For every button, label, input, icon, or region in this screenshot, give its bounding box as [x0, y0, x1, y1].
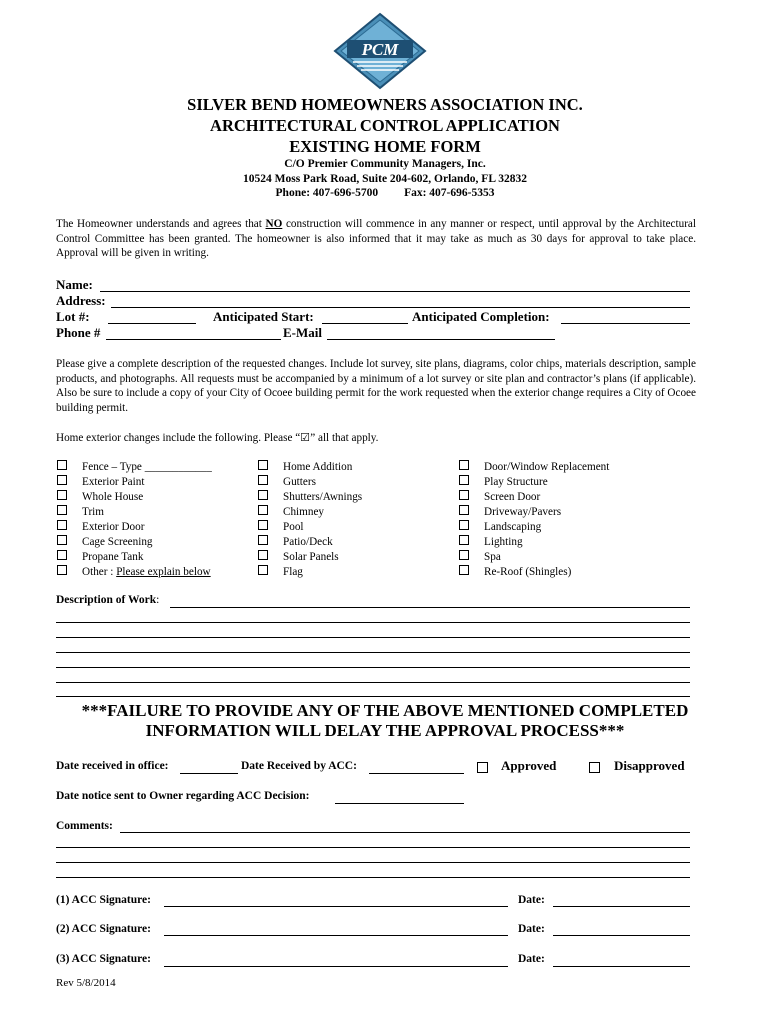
- checkbox[interactable]: [258, 505, 268, 515]
- checkbox[interactable]: [57, 565, 67, 575]
- checkbox[interactable]: [459, 460, 469, 470]
- description-label: Description of Work:: [56, 594, 160, 606]
- checklist-label: Driveway/Pavers: [484, 506, 562, 518]
- pcm-logo: [333, 12, 427, 90]
- comments-line[interactable]: [56, 847, 690, 848]
- description-line[interactable]: [56, 622, 690, 623]
- email-field[interactable]: [327, 339, 555, 340]
- phone-number: Phone: 407-696-5700: [275, 187, 379, 199]
- description-line[interactable]: [56, 696, 690, 697]
- checklist-item[interactable]: [459, 550, 501, 563]
- checklist-label: Spa: [484, 551, 501, 563]
- other-prefix: Other :: [82, 566, 117, 578]
- sig1-field[interactable]: [164, 906, 508, 907]
- sig2-field[interactable]: [164, 935, 508, 936]
- date-acc-label: Date Received by ACC:: [241, 760, 357, 772]
- checklist-label: Home Addition: [283, 461, 353, 473]
- checkbox[interactable]: [57, 535, 67, 545]
- checkbox[interactable]: [57, 505, 67, 515]
- sig3-label: (3) ACC Signature:: [56, 953, 151, 965]
- name-label: Name:: [56, 277, 93, 292]
- checkbox[interactable]: [459, 505, 469, 515]
- description-line[interactable]: [56, 682, 690, 683]
- checkbox[interactable]: [459, 490, 469, 500]
- checkbox[interactable]: [459, 565, 469, 575]
- checklist-label: Re-Roof (Shingles): [484, 566, 572, 578]
- checkbox[interactable]: [258, 490, 268, 500]
- checkbox[interactable]: [258, 535, 268, 545]
- intro-emphasis: NO: [265, 218, 283, 230]
- approved-checkbox[interactable]: [477, 760, 488, 778]
- checklist-item[interactable]: [258, 490, 362, 503]
- checklist-label: Exterior Paint: [82, 476, 145, 488]
- checklist-item[interactable]: [258, 475, 316, 488]
- checklist-item[interactable]: [57, 460, 212, 473]
- comments-line[interactable]: [56, 862, 690, 863]
- comments-line[interactable]: [56, 877, 690, 878]
- intro-paragraph: The Homeowner understands and agrees that NO construction will commence in any manner or respect, until approval by the Architectural Control Committee has been granted. The homeowner is also informed that it may take as much as 30 days for approval to take place. Approval will be given in writing.: [56, 218, 696, 259]
- address-label: Address:: [56, 293, 106, 308]
- title-association: SILVER BEND HOMEOWNERS ASSOCIATION INC.: [187, 95, 583, 114]
- sig2-label: (2) ACC Signature:: [56, 923, 151, 935]
- checkbox[interactable]: [57, 550, 67, 560]
- checklist-item[interactable]: [57, 550, 143, 563]
- checklist-item[interactable]: [459, 460, 609, 473]
- disapproved-checkbox[interactable]: [589, 760, 600, 778]
- logo-text: PCM: [361, 40, 399, 59]
- fax-number: Fax: 407-696-5353: [404, 187, 495, 199]
- description-line[interactable]: [170, 607, 690, 608]
- checkbox[interactable]: [459, 520, 469, 530]
- checkbox[interactable]: [258, 550, 268, 560]
- checklist-label: Chimney: [283, 506, 325, 518]
- disapproved-label: Disapproved: [614, 758, 685, 773]
- date-received-field[interactable]: [180, 773, 238, 774]
- sig1-date-label: Date:: [518, 894, 545, 906]
- lot-label: Lot #:: [56, 309, 90, 324]
- checklist-item[interactable]: [57, 490, 143, 503]
- checklist-item[interactable]: [258, 550, 339, 563]
- checkbox[interactable]: [459, 535, 469, 545]
- comments-label: Comments:: [56, 820, 113, 832]
- checkbox[interactable]: [459, 550, 469, 560]
- sig2-date-label: Date:: [518, 923, 545, 935]
- checklist-label: Landscaping: [484, 521, 542, 533]
- checklist-item[interactable]: [459, 520, 541, 533]
- checklist-label: Door/Window Replacement: [484, 461, 610, 473]
- checkbox[interactable]: [258, 475, 268, 485]
- checklist-label: Fence – Type ____________: [82, 461, 212, 473]
- checklist-item[interactable]: [459, 490, 540, 503]
- checklist-item[interactable]: [57, 475, 144, 488]
- comments-line[interactable]: [120, 832, 690, 833]
- start-label: Anticipated Start:: [213, 309, 314, 324]
- instructions-paragraph: Please give a complete description of the requested changes. Include lot survey, site plans, diagrams, color chips, materials description, sample products, and photographs. All requests must be accompanied by a minimum of a lot survey or site plan and contractor’s plans (if applicable). Also be sure to include a copy of your City of Ocoee building permit for the work requested when the exterior change requires a City of Ocoee building permit.: [56, 358, 696, 414]
- checklist-label: Shutters/Awnings: [283, 491, 363, 503]
- checklist-label: Pool: [283, 521, 304, 533]
- other-explain-label: Please explain below: [116, 566, 211, 578]
- checkbox[interactable]: [57, 460, 67, 470]
- checklist-item[interactable]: [459, 535, 523, 548]
- name-field[interactable]: [100, 291, 690, 292]
- phone-field[interactable]: [106, 339, 281, 340]
- address-field[interactable]: [111, 307, 690, 308]
- checklist-item[interactable]: [258, 565, 303, 578]
- checklist-item[interactable]: [459, 475, 548, 488]
- checkbox[interactable]: [57, 490, 67, 500]
- approved-label: Approved: [501, 758, 557, 773]
- checklist-item-other[interactable]: [57, 565, 211, 578]
- checklist-label: Exterior Door: [82, 521, 145, 533]
- email-label: E-Mail: [283, 325, 322, 340]
- checklist-item[interactable]: [258, 520, 304, 533]
- sig1-label: (1) ACC Signature:: [56, 894, 151, 906]
- checklist-label: Solar Panels: [283, 551, 339, 563]
- description-line[interactable]: [56, 667, 690, 668]
- sig1-date-field[interactable]: [553, 906, 690, 907]
- warning-line-1: ***FAILURE TO PROVIDE ANY OF THE ABOVE MENTIONED COMPLETED: [81, 701, 689, 720]
- checklist-item[interactable]: [258, 505, 324, 518]
- checklist-label: Screen Door: [484, 491, 541, 503]
- checklist-label: Trim: [82, 506, 104, 518]
- checkbox[interactable]: [459, 475, 469, 485]
- completion-label: Anticipated Completion:: [412, 309, 550, 324]
- checklist-item[interactable]: [57, 520, 144, 533]
- checklist-item[interactable]: [459, 505, 561, 518]
- checkbox[interactable]: [57, 520, 67, 530]
- changes-prompt: Home exterior changes include the following. Please “☑” all that apply.: [56, 432, 379, 444]
- checklist-label: Cage Screening: [82, 536, 153, 548]
- checkbox[interactable]: [258, 520, 268, 530]
- checklist-item[interactable]: [258, 460, 352, 473]
- checklist-label: Gutters: [283, 476, 316, 488]
- warning-line-2: INFORMATION WILL DELAY THE APPROVAL PROCESS***: [145, 721, 625, 740]
- start-field[interactable]: [322, 323, 408, 324]
- sig3-date-field[interactable]: [553, 966, 690, 967]
- lot-field[interactable]: [108, 323, 196, 324]
- checklist-item[interactable]: [459, 565, 571, 578]
- date-received-label: Date received in office:: [56, 760, 169, 772]
- checkbox[interactable]: [258, 460, 268, 470]
- sig2-date-field[interactable]: [553, 935, 690, 936]
- checklist-label: Whole House: [82, 491, 144, 503]
- sig3-field[interactable]: [164, 966, 508, 967]
- phone-label: Phone #: [56, 325, 101, 340]
- checkbox[interactable]: [57, 475, 67, 485]
- description-line[interactable]: [56, 637, 690, 638]
- checklist-label: Propane Tank: [82, 551, 144, 563]
- checklist-item[interactable]: [57, 505, 104, 518]
- title-application: ARCHITECTURAL CONTROL APPLICATION: [210, 116, 560, 135]
- title-form: EXISTING HOME FORM: [289, 137, 481, 156]
- checklist-label: Flag: [283, 566, 303, 578]
- notice-label: Date notice sent to Owner regarding ACC Decision:: [56, 790, 310, 802]
- completion-field[interactable]: [561, 323, 690, 324]
- checklist-label: Patio/Deck: [283, 536, 333, 548]
- date-acc-field[interactable]: [369, 773, 464, 774]
- checklist-item[interactable]: [57, 535, 153, 548]
- checklist-label: Lighting: [484, 536, 523, 548]
- checkbox[interactable]: [258, 565, 268, 575]
- contact-line: [0, 186, 770, 200]
- description-line[interactable]: [56, 652, 690, 653]
- checklist-label: Play Structure: [484, 476, 548, 488]
- mailing-address: 10524 Moss Park Road, Suite 204-602, Orlando, FL 32832: [242, 173, 527, 185]
- revision-date: Rev 5/8/2014: [56, 977, 116, 989]
- care-of: C/O Premier Community Managers, Inc.: [284, 158, 486, 170]
- checklist-item[interactable]: [258, 535, 333, 548]
- notice-field[interactable]: [335, 803, 464, 804]
- sig3-date-label: Date:: [518, 953, 545, 965]
